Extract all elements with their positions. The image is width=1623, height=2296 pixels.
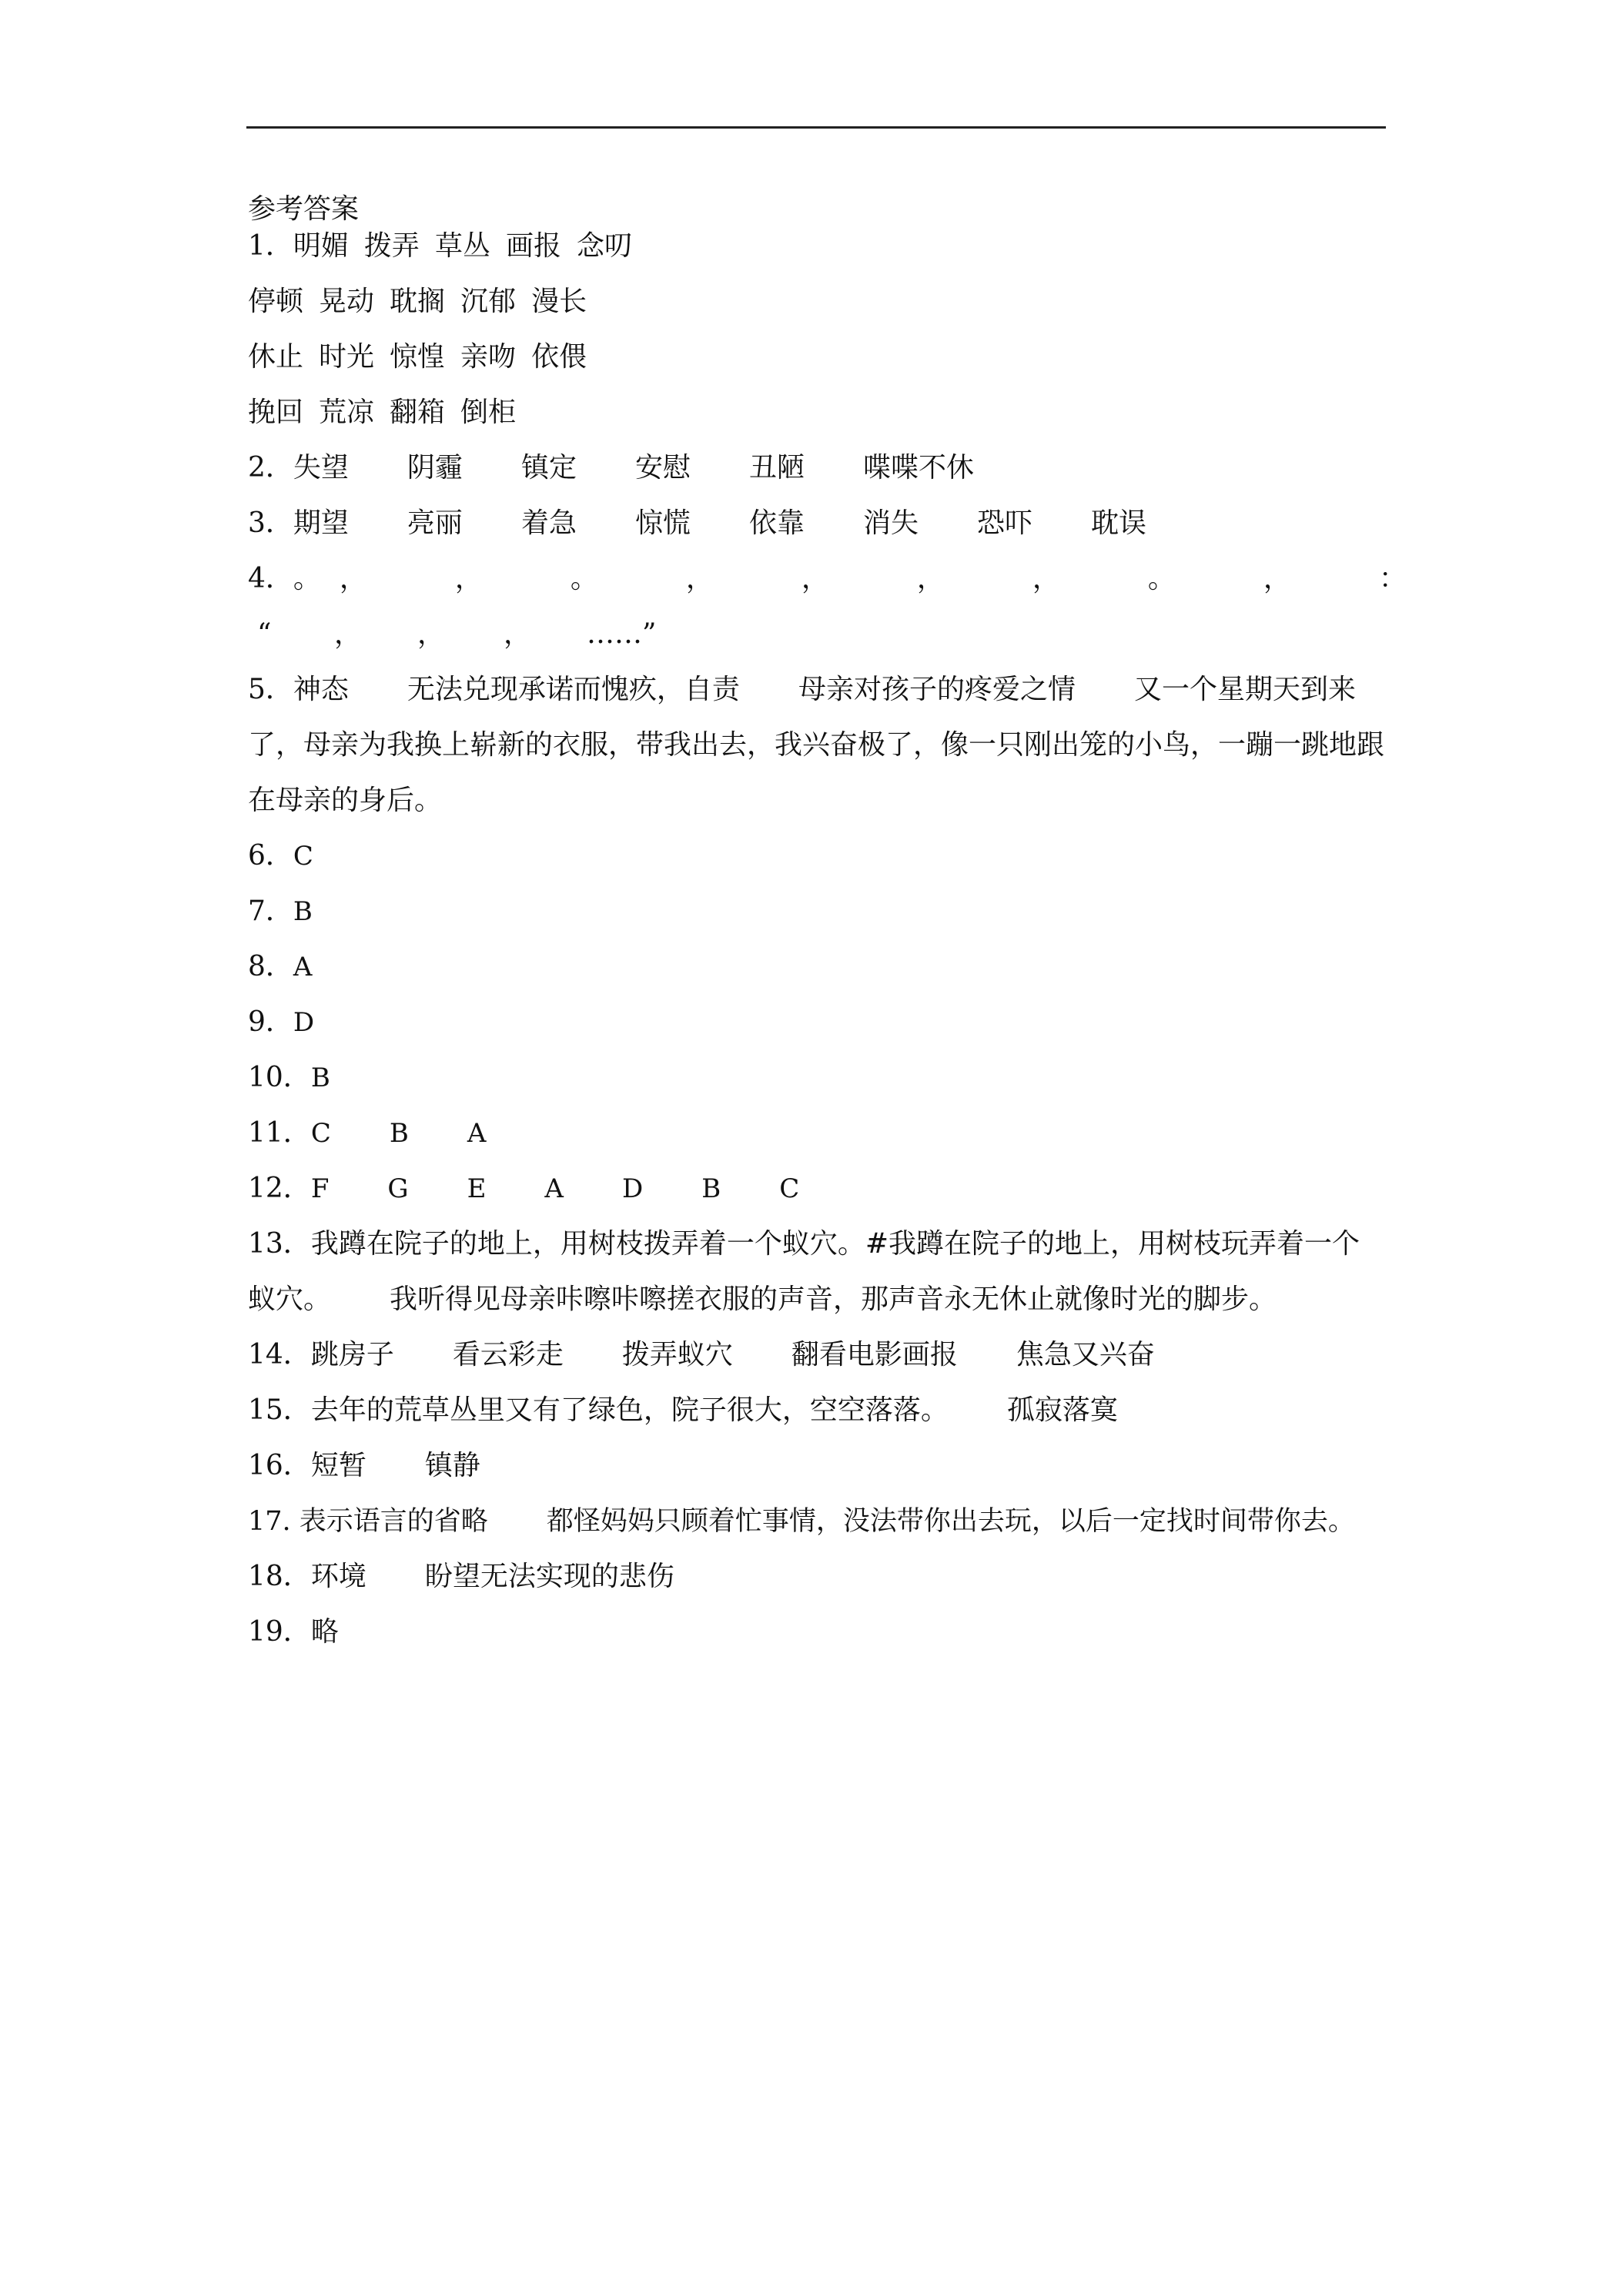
answer-term: 倒柜 [460, 397, 517, 428]
answer-7 [248, 884, 1384, 939]
punctuation-mark: ， [685, 563, 714, 594]
answer-term: 亮丽 [407, 507, 463, 539]
answer-term: 盼望无法实现的悲伤 [424, 1561, 674, 1592]
answer-number: 13． [248, 1228, 311, 1260]
punctuation-mark: ， [334, 618, 363, 650]
answer-term: 挽回 [248, 397, 304, 428]
answer-text: 都怪妈妈只顾着忙事情，没法带你出去玩，以后一定找时间带你去。 [546, 1506, 1355, 1537]
answer-number: 7． [248, 895, 293, 927]
answer-17 [248, 1494, 1384, 1549]
answer-number: 18． [248, 1561, 311, 1592]
punctuation-mark: ， [1032, 563, 1060, 594]
answer-19 [248, 1605, 1384, 1660]
answer-term: 停顿 [248, 286, 304, 317]
answer-term: 惊慌 [634, 507, 691, 539]
answer-choice: F [310, 1173, 330, 1204]
answer-choice: E [467, 1173, 487, 1204]
answer-term: 着急 [520, 507, 577, 539]
punctuation-mark: ， [916, 563, 945, 594]
answer-term: 神态 [293, 674, 349, 705]
answer-term: 耽误 [1091, 507, 1147, 539]
answer-16 [248, 1438, 1384, 1494]
answer-choice: C [779, 1173, 800, 1204]
answer-number: 2． [248, 452, 293, 484]
answer-number: 16． [248, 1450, 311, 1481]
answer-term: 念叨 [576, 230, 632, 262]
answer-13 [248, 1217, 1384, 1327]
answer-3 [248, 496, 1384, 551]
answer-term: 丑陋 [748, 452, 805, 484]
punctuation-mark: ， [417, 618, 446, 650]
punctuation-mark: ， [801, 563, 829, 594]
answer-choice: C [310, 1118, 331, 1149]
answer-18 [248, 1549, 1384, 1605]
punctuation-mark: ， [339, 563, 367, 594]
punctuation-mark: 。 [1147, 563, 1176, 594]
punctuation-mark: ， [454, 563, 483, 594]
answer-14 [248, 1327, 1384, 1383]
answer-choice: B [293, 896, 313, 927]
answer-term: 又一个星期天到来了，母亲为我换上崭新的衣服，带我出去，我兴奋极了，像一只刚出笼的小鸟，一蹦一跳地跟在母亲的身后。 [248, 674, 1385, 816]
answer-1-row-3 [248, 330, 1384, 385]
answer-number: 11． [248, 1117, 311, 1149]
punctuation-mark: ， [504, 618, 532, 650]
answer-term: 漫长 [531, 286, 587, 317]
answer-number: 8． [248, 951, 293, 982]
answer-9 [248, 995, 1384, 1050]
answer-term: 依偎 [531, 341, 587, 373]
answer-term: 恐吓 [977, 507, 1033, 539]
answer-term: 短暂 [310, 1450, 366, 1481]
answer-term: 时光 [319, 341, 375, 373]
answer-choice: D [293, 1007, 315, 1038]
answer-6 [248, 828, 1384, 884]
answer-10 [248, 1050, 1384, 1106]
answer-text: 去年的荒草丛里又有了绿色，院子很大，空空落落。 [310, 1394, 949, 1426]
punctuation-mark: 。 [570, 563, 598, 594]
answer-number: 17. [248, 1506, 300, 1537]
answer-number: 5． [248, 674, 293, 705]
answer-number: 15． [248, 1394, 311, 1426]
punctuation-mark: “ [257, 618, 272, 650]
answer-choice: G [387, 1173, 409, 1204]
answer-term: 安慰 [634, 452, 691, 484]
answer-term: 惊惶 [390, 341, 446, 373]
answer-12 [248, 1161, 1384, 1217]
answer-1-row-1 [248, 228, 1384, 265]
answer-term: 翻看电影画报 [791, 1339, 958, 1371]
answer-content [248, 191, 1407, 1660]
answer-term: 表示语言的省略 [299, 1506, 488, 1537]
answer-term: 看云彩走 [452, 1339, 564, 1371]
answer-term: 喋喋不休 [862, 452, 974, 484]
answer-term: 期望 [293, 507, 349, 539]
answer-number: 1． [248, 230, 293, 262]
answer-5 [248, 662, 1384, 828]
answer-number: 3． [248, 507, 293, 539]
answer-4-row-2 [248, 607, 1384, 662]
punctuation-mark: ， [1263, 563, 1291, 594]
answer-15 [248, 1383, 1384, 1438]
answer-term: 草丛 [434, 230, 490, 262]
answer-term: 失望 [293, 452, 349, 484]
answer-term: 跳房子 [310, 1339, 394, 1371]
answer-term: 孤寂落寞 [1006, 1394, 1118, 1426]
answer-term: 休止 [248, 341, 304, 373]
answer-number: 14． [248, 1339, 311, 1371]
answer-1-row-2 [248, 274, 1384, 330]
answer-number: 4． [248, 563, 293, 594]
answer-term: 消失 [862, 507, 919, 539]
answer-choice: B [389, 1118, 409, 1149]
answer-term: 略 [310, 1616, 339, 1648]
answer-choice: C [293, 841, 313, 872]
answer-choice: D [621, 1173, 644, 1204]
answer-term: 镇静 [424, 1450, 480, 1481]
answer-choice: A [293, 952, 313, 982]
answer-term: 拨弄蚁穴 [621, 1339, 733, 1371]
answer-1-row-4 [248, 385, 1384, 440]
answer-term: 画报 [505, 230, 561, 262]
answer-term: 亲吻 [460, 341, 517, 373]
answer-term: 晃动 [319, 286, 375, 317]
answer-4-row-1 [248, 551, 1407, 607]
answer-term: 翻箱 [390, 397, 446, 428]
answer-term: 依靠 [748, 507, 805, 539]
answer-term: 荒凉 [319, 397, 375, 428]
answer-11 [248, 1106, 1384, 1161]
answer-term: 环境 [310, 1561, 366, 1592]
header-rule [246, 126, 1386, 129]
answer-number: 10． [248, 1062, 311, 1093]
answer-term: 母亲对孩子的疼爱之情 [798, 674, 1076, 705]
answer-term: 无法兑现承诺而愧疚，自责 [407, 674, 740, 705]
answer-number: 19． [248, 1616, 311, 1648]
punctuation-mark: ： [1378, 563, 1407, 594]
answer-term: 沉郁 [460, 286, 517, 317]
page-title: 参考答案 [248, 193, 360, 225]
answer-choice: B [701, 1173, 721, 1204]
answer-choice: A [544, 1173, 564, 1204]
answer-term: 镇定 [520, 452, 577, 484]
answer-term: 焦急又兴奋 [1016, 1339, 1155, 1371]
answer-text: 我蹲在院子的地上，用树枝拨弄着一个蚁穴。#我蹲在院子的地上，用树枝玩弄着一个蚁穴。 [248, 1228, 1360, 1315]
answer-term: 拨弄 [363, 230, 420, 262]
answer-choice: A [467, 1118, 487, 1149]
answer-text: 我听得见母亲咔嚓咔嚓搓衣服的声音，那声音永无休止就像时光的脚步。 [390, 1284, 1277, 1315]
punctuation-mark: ……” [587, 618, 657, 650]
answer-term: 耽搁 [390, 286, 446, 317]
answer-term: 明媚 [293, 230, 349, 262]
answer-8 [248, 939, 1384, 995]
answer-choice: B [310, 1063, 330, 1093]
answer-2 [248, 440, 1384, 496]
answer-term: 阴霾 [407, 452, 463, 484]
answer-number: 6． [248, 840, 293, 872]
punctuation-mark: 。 [293, 563, 321, 594]
answer-number: 12． [248, 1173, 311, 1204]
answer-number: 9． [248, 1006, 293, 1038]
